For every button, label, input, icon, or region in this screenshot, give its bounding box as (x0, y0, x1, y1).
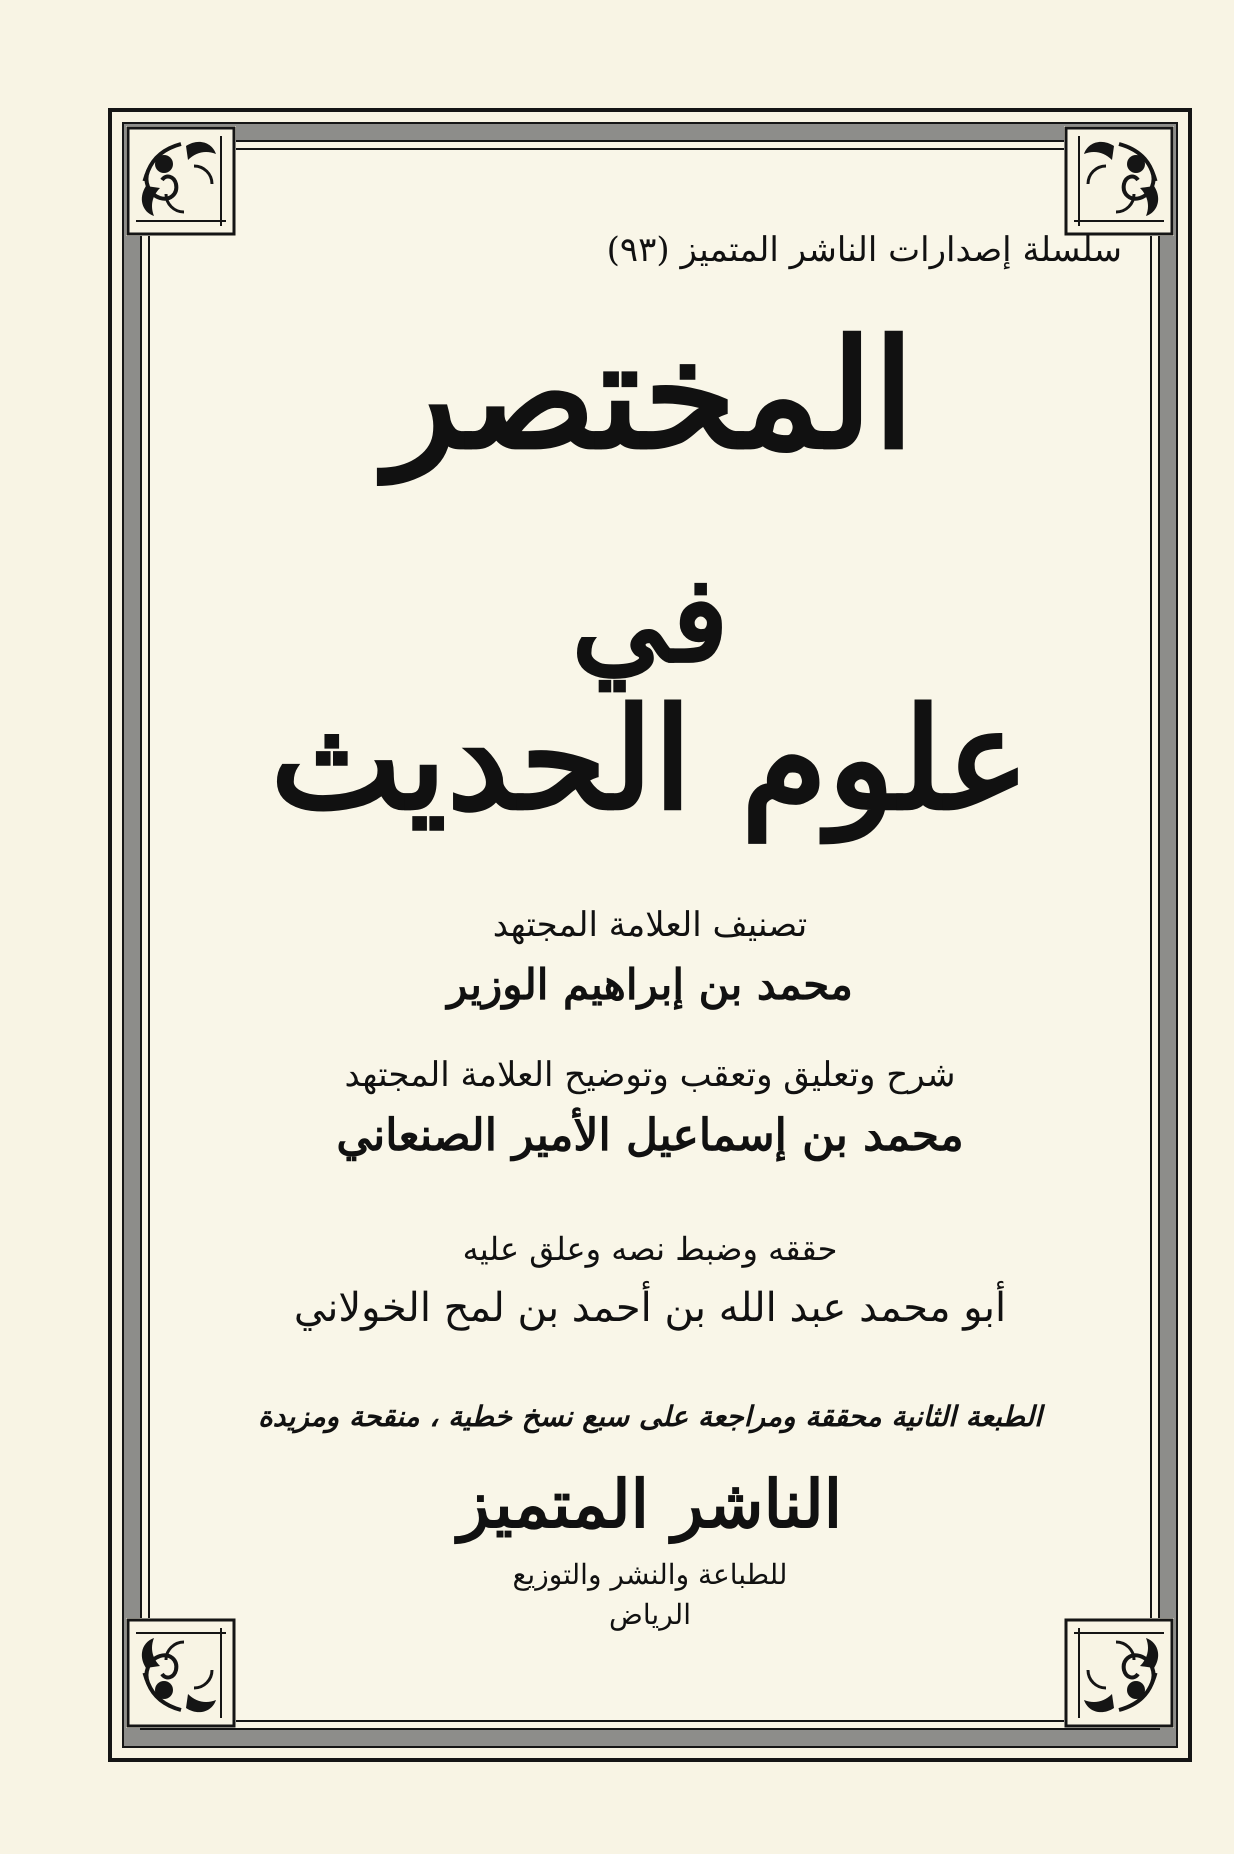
edition-note: الطبعة الثانية محققة ومراجعة على سبع نسخ خطية ، منقحة ومزيدة (258, 1400, 1042, 1433)
book-title: المختصر (385, 307, 915, 483)
commentator-name: محمد بن إسماعيل الأمير الصنعاني (336, 1110, 964, 1161)
cover-content (160, 160, 1140, 1710)
publisher-name: الناشر المتميز (457, 1465, 843, 1543)
commentary-label: شرح وتعليق وتعقب وتوضيح العلامة المجتهد (344, 1055, 956, 1095)
publisher-description: للطباعة والنشر والتوزيع (512, 1558, 788, 1591)
book-subtitle: علوم الحديث (270, 678, 1030, 842)
editor-label: حققه وضبط نصه وعلق عليه (462, 1230, 838, 1268)
title-connector: في (571, 549, 729, 690)
author-name: محمد بن إبراهيم الوزير (447, 960, 853, 1009)
editor-name: أبو محمد عبد الله بن أحمد بن لمح الخولاني (293, 1285, 1007, 1331)
series-label: سلسلة إصدارات الناشر المتميز (٩٣) (606, 230, 1122, 270)
author-label: تصنيف العلامة المجتهد (492, 905, 808, 945)
publisher-city: الرياض (609, 1598, 691, 1631)
